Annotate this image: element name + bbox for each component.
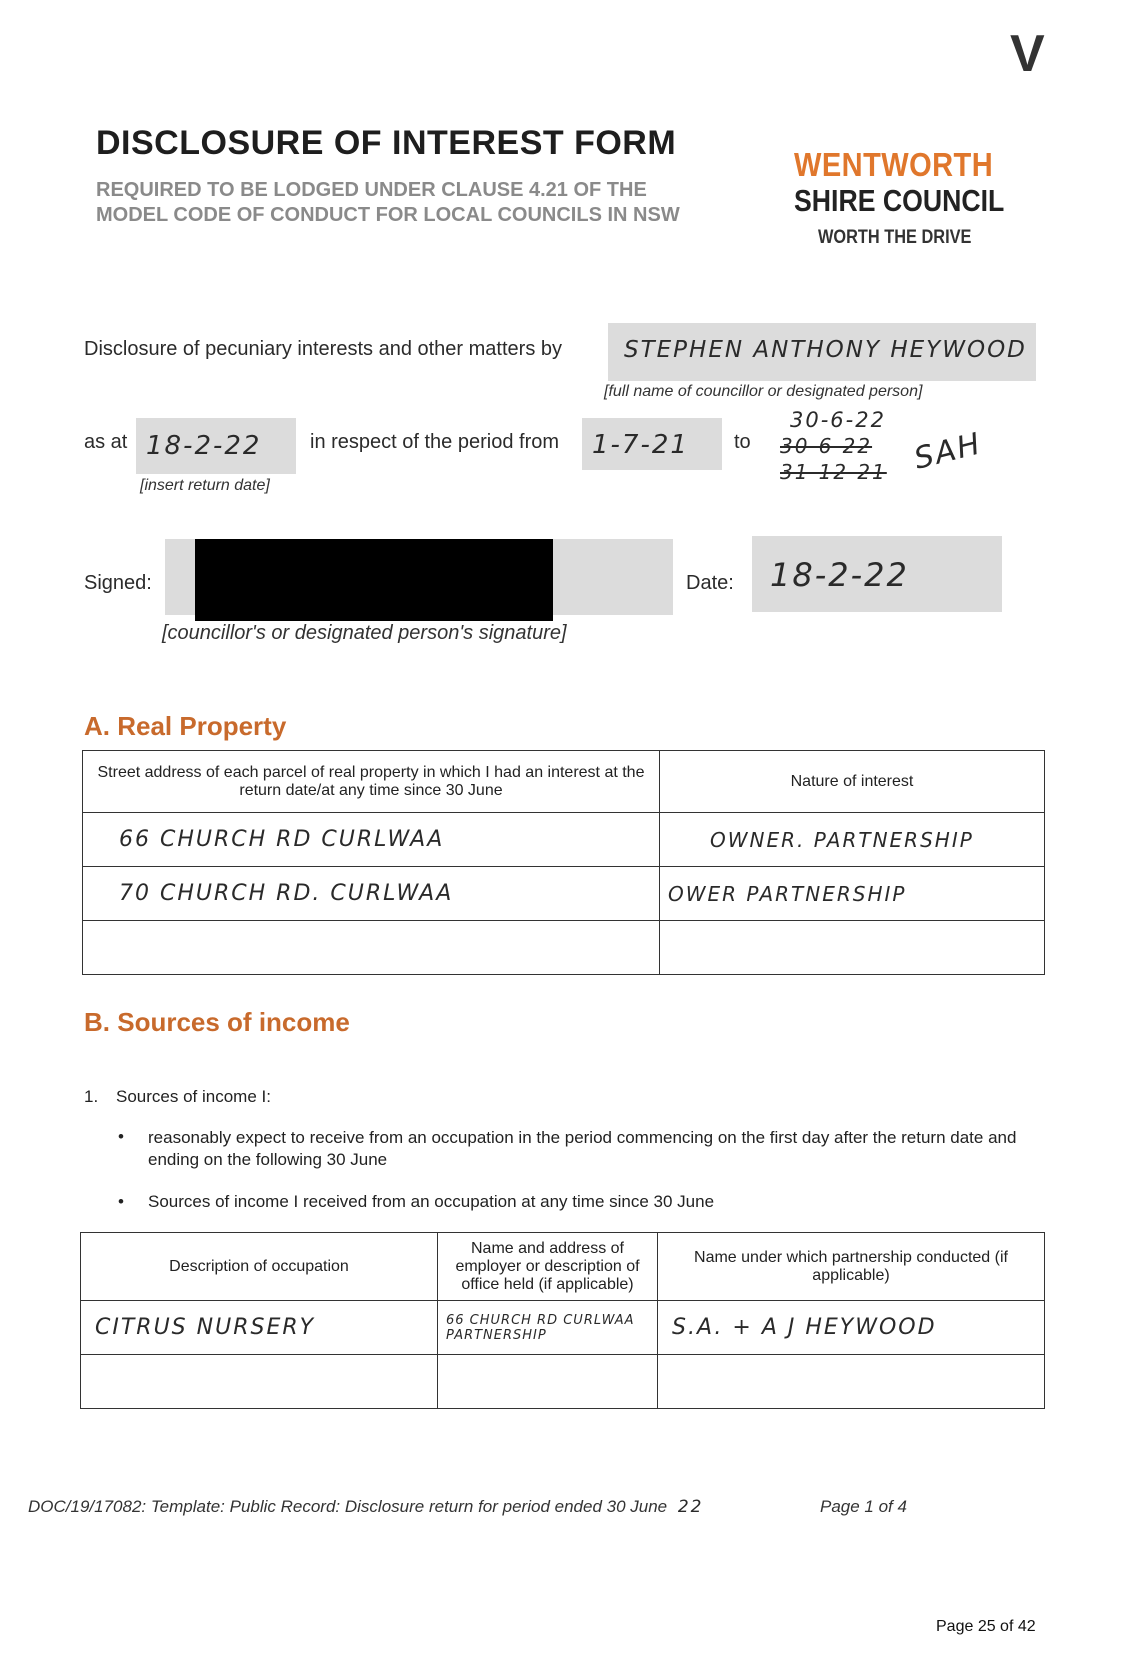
income-header-employer: Name and address of employer or description of office held (if applicable) [438, 1233, 658, 1301]
real-property-header-nature: Nature of interest [660, 751, 1045, 813]
as-at-label: as at [84, 431, 128, 453]
real-property-row-2-address[interactable]: 70 CHURCH RD. CURLWAA [83, 867, 660, 921]
date-label: Date: [686, 572, 734, 594]
signature-note: [councillor's or designated person's signature] [162, 622, 567, 644]
income-item-text: Sources of income I: [116, 1087, 271, 1106]
council-logo-tagline: WORTH THE DRIVE [818, 227, 972, 248]
income-item-number: 1. [84, 1087, 99, 1106]
page-stamp: Page 25 of 42 [936, 1618, 1036, 1635]
page-number: Page 1 of 4 [820, 1497, 907, 1516]
real-property-header-address: Street address of each parcel of real property in which I had an interest at the return date/at any time since 30 June [83, 751, 660, 813]
signature-date-value: 18-2-22 [770, 556, 909, 594]
income-row-1-occupation[interactable]: CITRUS NURSERY [81, 1301, 438, 1355]
income-row-2-partnership[interactable] [658, 1355, 1045, 1409]
period-to-label: to [734, 431, 751, 453]
real-property-row-1-nature[interactable]: OWNER. PARTNERSHIP [660, 813, 1045, 867]
bullet-dot: • [118, 1127, 124, 1146]
income-header-partnership: Name under which partnership conducted (if applicable) [658, 1233, 1045, 1301]
redacted-signature [195, 539, 553, 621]
document-reference-text: DOC/19/17082: Template: Public Record: Disclosure return for period ended 30 June [28, 1497, 668, 1516]
period-to-struck-value-2: 31-12-21 [780, 460, 887, 484]
name-field[interactable] [608, 323, 1036, 381]
form-subtitle: REQUIRED TO BE LODGED UNDER CLAUSE 4.21 OF THE MODEL CODE OF CONDUCT FOR LOCAL COUNCILS IN NSW [96, 179, 680, 226]
income-row-1-employer[interactable]: 66 CHURCH RD CURLWAA PARTNERSHIP [438, 1301, 658, 1355]
section-a-heading: A. Real Property [84, 711, 287, 741]
document-reference [28, 1497, 704, 1517]
period-from-label: in respect of the period from [310, 431, 560, 453]
income-row-2-employer[interactable] [438, 1355, 658, 1409]
section-b-heading: B. Sources of income [84, 1007, 350, 1037]
income-bullet-2: Sources of income I received from an occupation at any time since 30 June [148, 1192, 715, 1211]
footer-year-handwritten: 22 [677, 1497, 704, 1517]
real-property-table [82, 750, 1045, 975]
form-title: DISCLOSURE OF INTEREST FORM [96, 124, 677, 162]
income-bullet-1: reasonably expect to receive from an occupation in the period commencing on the first day after the return date and ending on the following 30 June [148, 1128, 1017, 1169]
real-property-row-2-nature[interactable]: OWER PARTNERSHIP [660, 867, 1045, 921]
name-field-note: [full name of councillor or designated person] [604, 383, 923, 400]
return-date-value: 18-2-22 [146, 431, 262, 461]
signed-label: Signed: [84, 572, 152, 594]
return-date-note: [insert return date] [140, 477, 270, 494]
name-value: STEPHEN ANTHONY HEYWOOD [624, 337, 1027, 363]
real-property-row-3-nature[interactable] [660, 921, 1045, 975]
period-from-field[interactable] [582, 418, 722, 470]
council-logo-wentworth: WENTWORTH [794, 146, 994, 183]
income-header-occupation: Description of occupation [81, 1233, 438, 1301]
disclosure-by-label: Disclosure of pecuniary interests and other matters by [84, 338, 562, 360]
income-row-1-partnership[interactable]: S.A. + A J HEYWOOD [658, 1301, 1045, 1355]
amendment-initials: SAH [910, 426, 986, 477]
real-property-row-1-address[interactable]: 66 CHURCH RD CURLWAA [83, 813, 660, 867]
council-logo-shire-council: SHIRE COUNCIL [794, 183, 1005, 218]
period-to-new-value: 30-6-22 [790, 408, 886, 432]
return-date-field[interactable] [136, 418, 296, 474]
period-from-value: 1-7-21 [592, 430, 689, 460]
signature-field[interactable] [165, 539, 673, 615]
real-property-row-3-address[interactable] [83, 921, 660, 975]
signature-date-field[interactable] [752, 536, 1002, 612]
bullet-dot: • [118, 1192, 124, 1211]
income-row-2-occupation[interactable] [81, 1355, 438, 1409]
income-sources-table [80, 1232, 1045, 1409]
period-to-struck-value-1: 30-6-22 [780, 434, 873, 458]
corner-check-mark: V [1010, 25, 1045, 83]
